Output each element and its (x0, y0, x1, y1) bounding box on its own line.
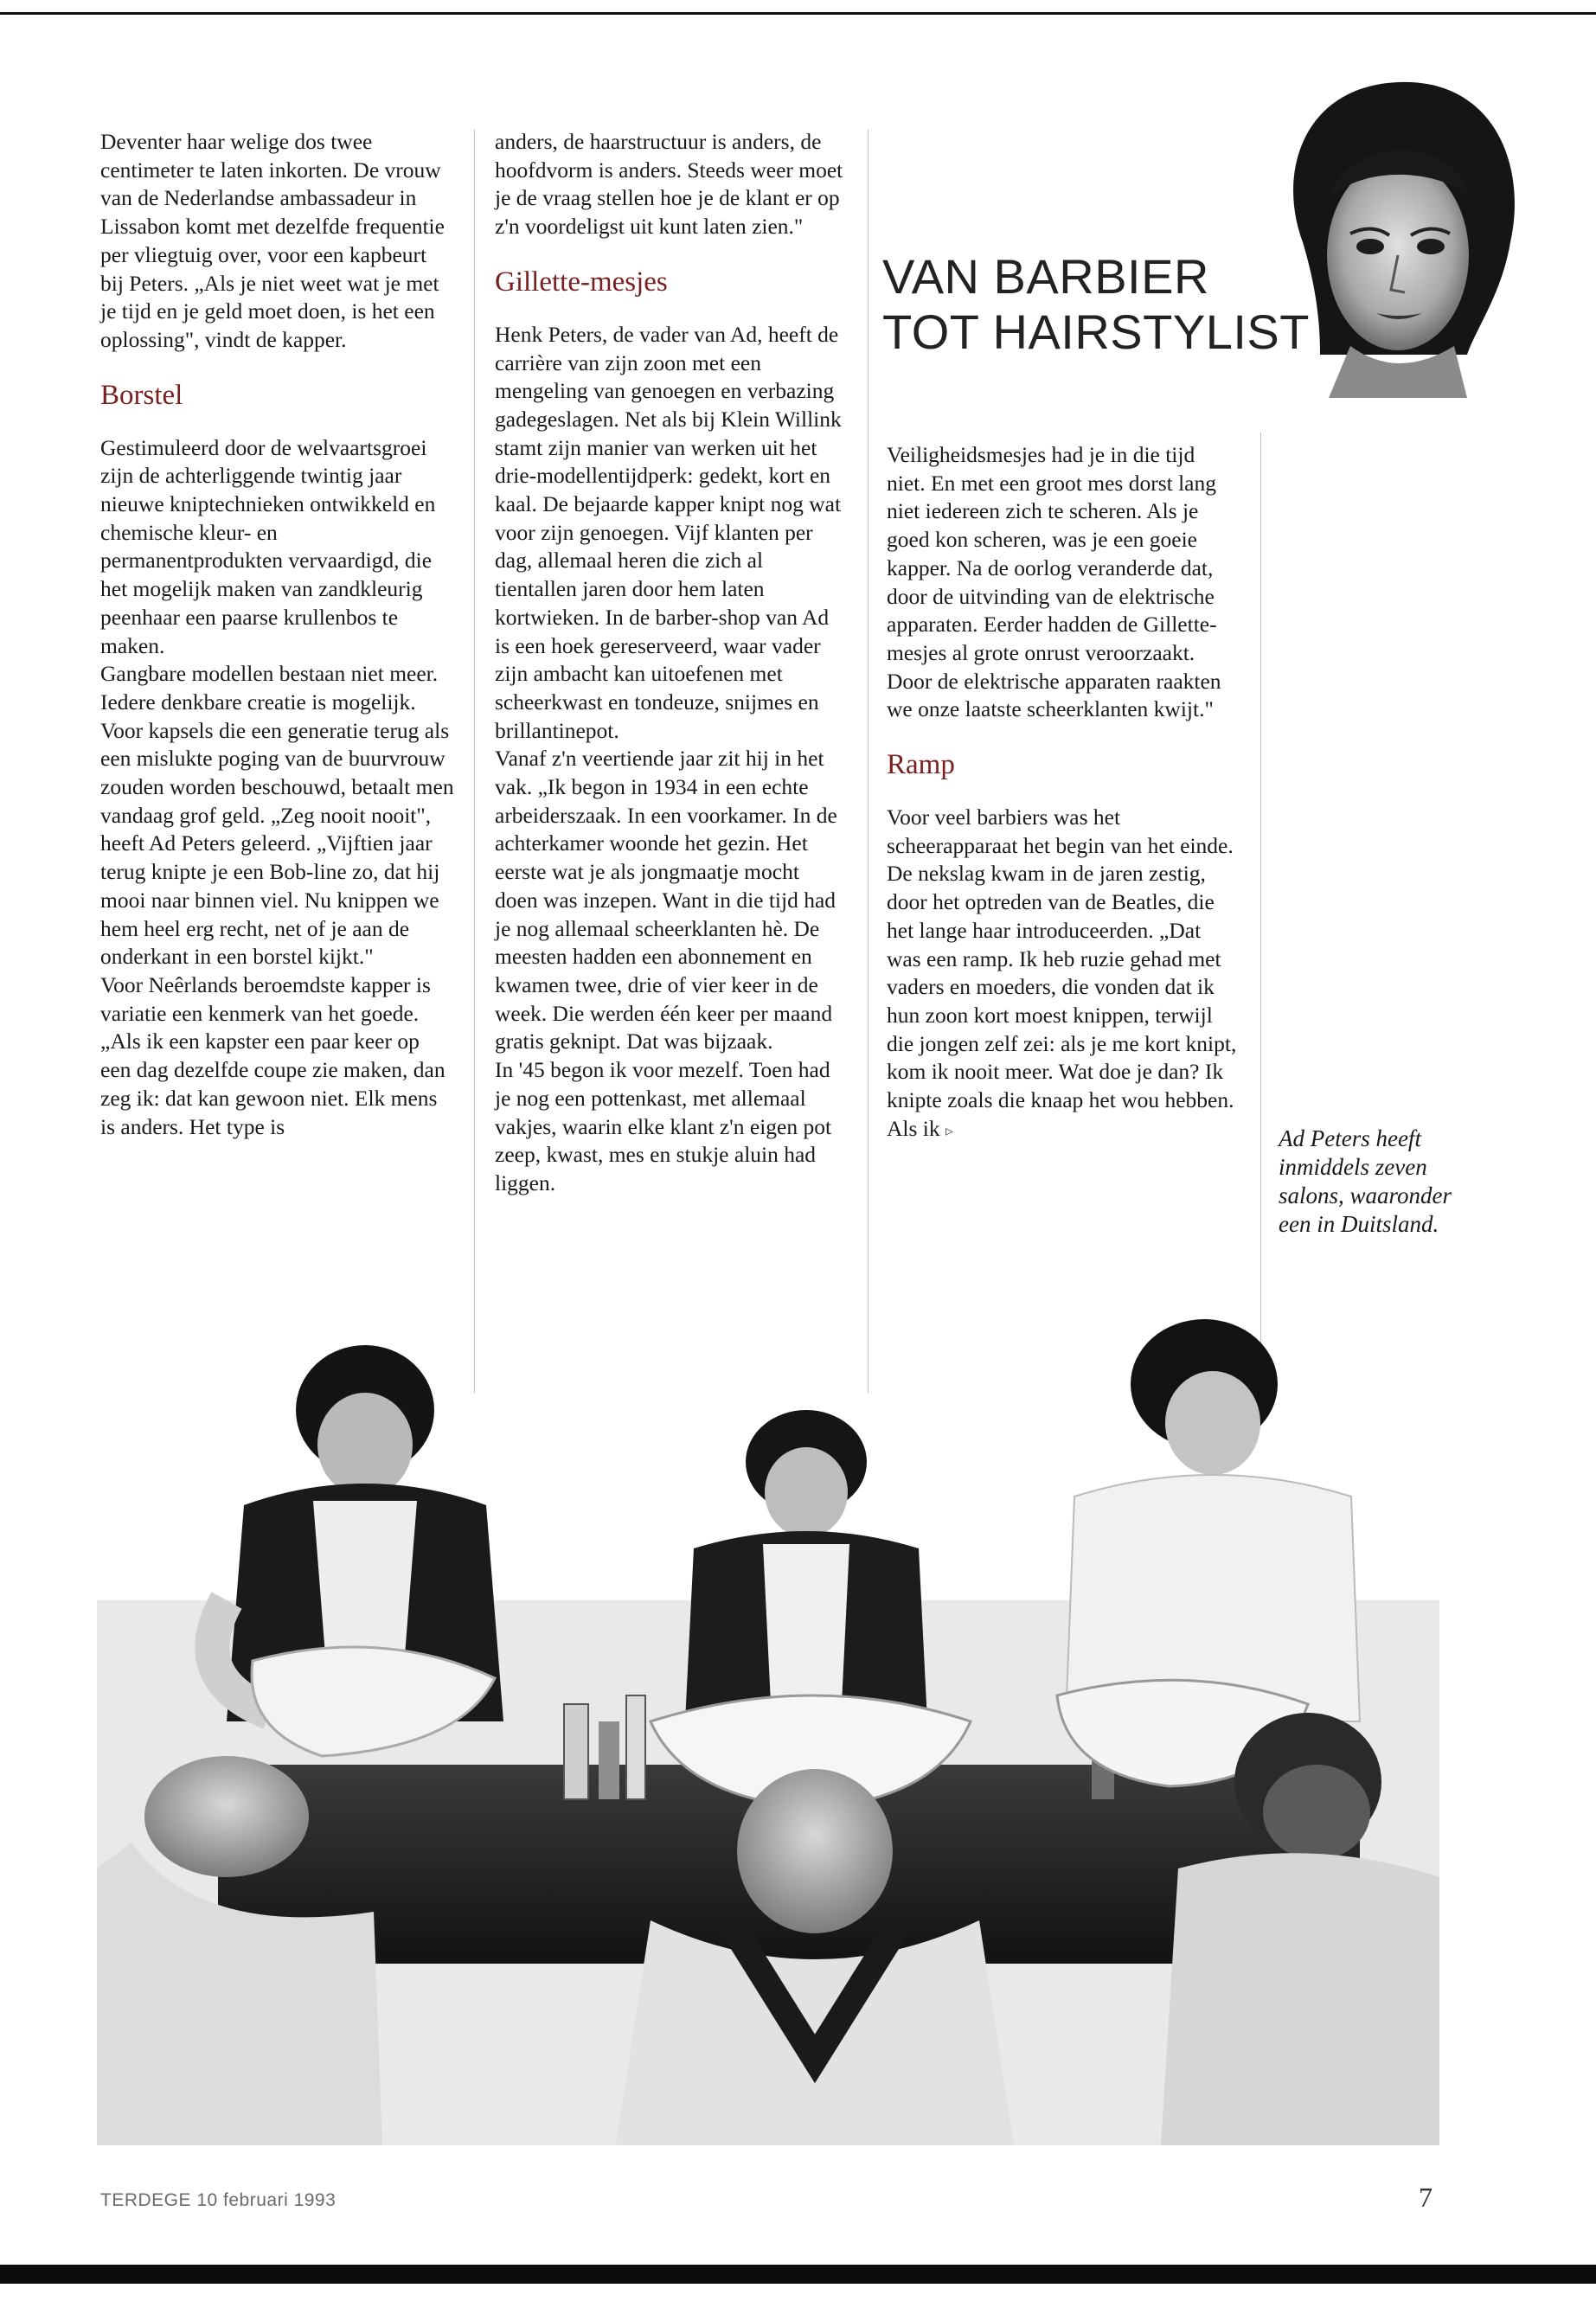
column-divider (1260, 433, 1261, 1349)
paragraph: In '45 begon ik voor mezelf. Toen had je nog een pottenkast, met allemaal vakjes, waarin elke klant z'n eigen pot zeep, kwast, mes en stukje aluin had liggen. (495, 1057, 832, 1195)
title-line-1: VAN BARBIER (882, 249, 1209, 304)
article-column-3 (887, 441, 1237, 1144)
publication-info: TERDEGE 10 februari 1993 (100, 2190, 337, 2210)
mannequin-head-photo (1268, 69, 1528, 398)
column-divider (868, 130, 869, 1393)
paragraph: anders, de haarstructuur is anders, de hoofdvorm is anders. Steeds weer moet je de vraag stellen hoe je de klant er op z'n voordeligst uit kunt laten zien." (495, 129, 843, 240)
section-heading-borstel: Borstel (100, 379, 183, 411)
page-number: 7 (1419, 2182, 1433, 2213)
section-heading-gillette: Gillette-mesjes (495, 266, 668, 298)
paragraph: Veiligheidsmesjes had je in die tijd niet. En met een groot mes dorst lang niet iedereen zich te scheren. Als je goed kon scheren, was je een goeie kapper. Na de oorlog veranderde dat, door de uitvinding van de elektrische apparaten. Eerder hadden de Gillette-mesjes al grote onrust veroorzaakt. Door de elektrische apparaten raakten we onze laatste scheerklanten kwijt." (887, 442, 1221, 722)
bottom-rule (0, 2265, 1596, 2284)
paragraph: Voor Neêrlands beroemdste kapper is variatie een kenmerk van het goede. „Als ik een kapster een paar keer op een dag dezelfde coupe zie maken, dan zeg ik: dat kan gewoon niet. Elk mens is anders. Het type is (100, 971, 445, 1139)
continue-arrow-icon: ▹ (945, 1121, 954, 1139)
paragraph: Vanaf z'n veertiende jaar zit hij in het vak. „Ik begon in 1934 in een echte arbeiderszaak. In een voorkamer. In de achterkamer woonde het gezin. Het eerste wat je als jongmaatje mocht doen was inzepen. Want in die tijd had je nog allemaal scheerklanten hè. De meesten hadden een abonnement en kwamen twee, drie of vier keer in de week. Die werden één keer per maand gratis geknipt. Dat was bijzaak. (495, 746, 837, 1054)
paragraph: Gestimuleerd door de welvaartsgroei zijn de achterliggende twintig jaar nieuwe kniptechnieken ontwikkeld en chemische kleur- en permanentprodukten vervaardigd, die het mogelijk maken van zandkleurig peenhaar een paarse krullenbos te maken. (100, 434, 436, 658)
column-divider (474, 130, 475, 1393)
paragraph: Deventer haar welige dos twee centimeter te laten inkorten. De vrouw van de Nederlandse ambassadeur in Lissabon komt met dezelfde frequentie per vliegtuig over, voor een kapbeurt bij Peters. „Als je niet weet wat je met je tijd en je geld moet doen, is het een oplossing", vindt de kapper. (100, 129, 445, 352)
photo-caption: Ad Peters heeft inmiddels zeven salons, waaronder een in Duitsland. (1279, 1125, 1452, 1237)
top-rule (0, 12, 1596, 15)
title-line-2: TOT HAIRSTYLIST (882, 304, 1310, 359)
paragraph-text: Voor veel barbiers was het scheerapparaat het begin van het einde. De nekslag kwam in de jaren zestig, door het optreden van de Beatles, die het lange haar introduceerden. „Dat was een ramp. Ik heb ruzie gehad met vaders en moeders, die vonden dat ik hun zoon kort moest knippen, terwijl die jongen zelf zei: als je me kort knipt, kom ik nooit meer. Wat doe je dan? Ik knipte zoals die knaap het wou hebben. Als ik (887, 804, 1237, 1141)
paragraph: Gangbare modellen bestaan niet meer. Iedere denkbare creatie is mogelijk. Voor kapsels die een generatie terug als een mislukte poging van de buurvrouw zouden worden beschouwd, betaalt men vandaag grof geld. „Zeg nooit nooit", heeft Ad Peters geleerd. „Vijftien jaar terug knipte je een Bob-line zo, dat hij mooi naar binnen viel. Nu knippen we hem heel erg recht, net of je aan de onderkant in een borstel kijkt." (100, 661, 454, 970)
paragraph: Henk Peters, de vader van Ad, heeft de carrière van zijn zoon met een mengeling van genoegen en verbazing gadegeslagen. Net als bij Klein Willink stamt zijn manier van werken uit het drie-modellentijdperk: gedekt, kort en kaal. De bejaarde kapper knipt nog wat voor zijn genoegen. Vijf klanten per dag, allemaal heren die zich al tientallen jaren door hem laten kortwieken. In de barber-shop van Ad is een hoek gereserveerd, waar vader zijn ambacht kan uitoefenen met scheerkwast en tondeuze, snijmes en brillantinepot. (495, 321, 842, 743)
article-column-1 (100, 128, 455, 1141)
salon-hair-washing-photo (97, 1315, 1439, 2145)
article-column-2 (495, 128, 845, 1198)
section-heading-ramp: Ramp (887, 749, 955, 781)
paragraph (887, 804, 1237, 1144)
